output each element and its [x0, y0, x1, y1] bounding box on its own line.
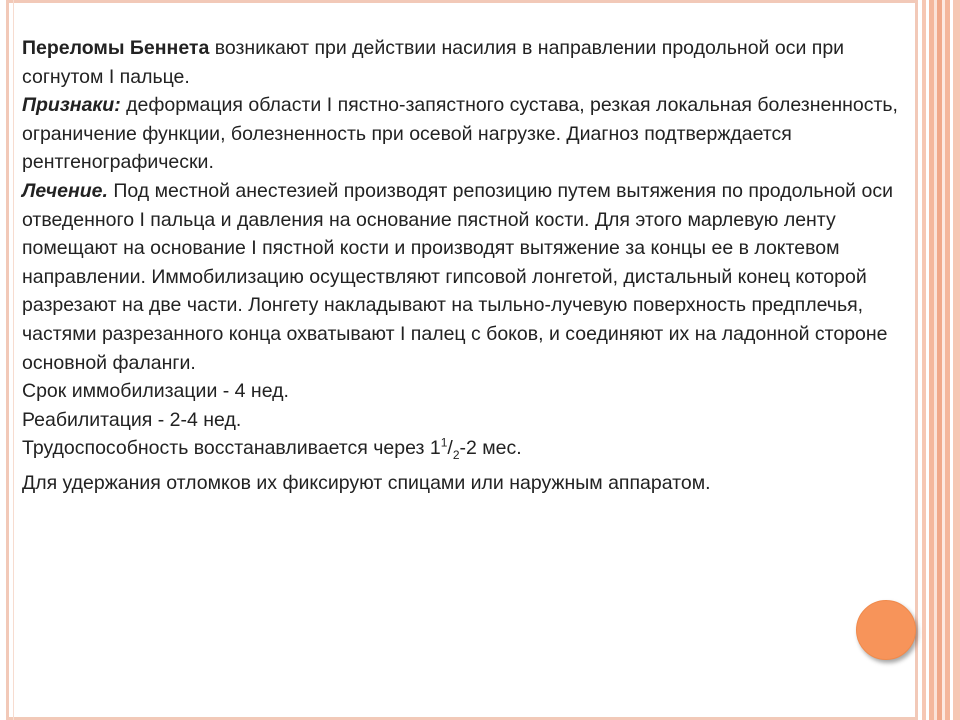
fraction-denominator: 2 [452, 448, 460, 463]
fraction-numerator: 1 [440, 435, 448, 450]
work-capacity-term [22, 434, 922, 463]
decorative-stripes [922, 0, 960, 720]
frame-left-line [6, 0, 9, 720]
bennett-title: Переломы Беннета [22, 37, 210, 59]
frame-top-line [6, 0, 918, 3]
paragraph-bennett-definition [22, 34, 922, 91]
treatment-text: Под местной анестезией производят репозицию путем вытяжения по продольной оси отведенного I пальца и давления на основание пястной кости. Для этого марлевую ленту помещают на основание I пястной кости и производят вытяжение за концы ее в локтевом направлении. Иммобилизацию осуществляют гипсовой лонгетой, дистальный конец которой разрезают на две части. Лонгету накладывают на тыльно-лучевую поверхность предплечья, частями разрезанного конца охватывают I палец с боков, и соединяют их на ладонной стороне основной фаланги. [22, 179, 893, 374]
frame-inner-left-line [13, 0, 14, 720]
paragraph-treatment [22, 177, 922, 377]
treatment-label: Лечение. [22, 179, 108, 202]
orange-circle-icon [856, 600, 916, 660]
fraction-slash: / [447, 437, 453, 460]
work-capacity-text: Трудоспособность восстанавливается через 1 [22, 437, 441, 460]
slide-body [22, 34, 922, 498]
paragraph-signs [22, 91, 922, 177]
immobilization-term: Срок иммобилизации - 4 нед. [22, 380, 289, 403]
work-capacity-suffix: -2 мес. [459, 437, 522, 460]
signs-label: Признаки: [22, 94, 121, 117]
signs-text: деформация области I пястно-запястного сустава, резкая локальная болезненность, ограничение функции, болезненность при осевой нагрузке. Диагноз подтверждается рентгенографически. [22, 94, 898, 174]
fixation-note: Для удержания отломков их фиксируют спицами или наружным аппаратом. [22, 471, 711, 494]
bennett-definition-text: возникают при действии насилия в направлении продольной оси при согнутом I пальце. [22, 37, 845, 88]
rehabilitation-term: Реабилитация - 2-4 нед. [22, 408, 242, 431]
